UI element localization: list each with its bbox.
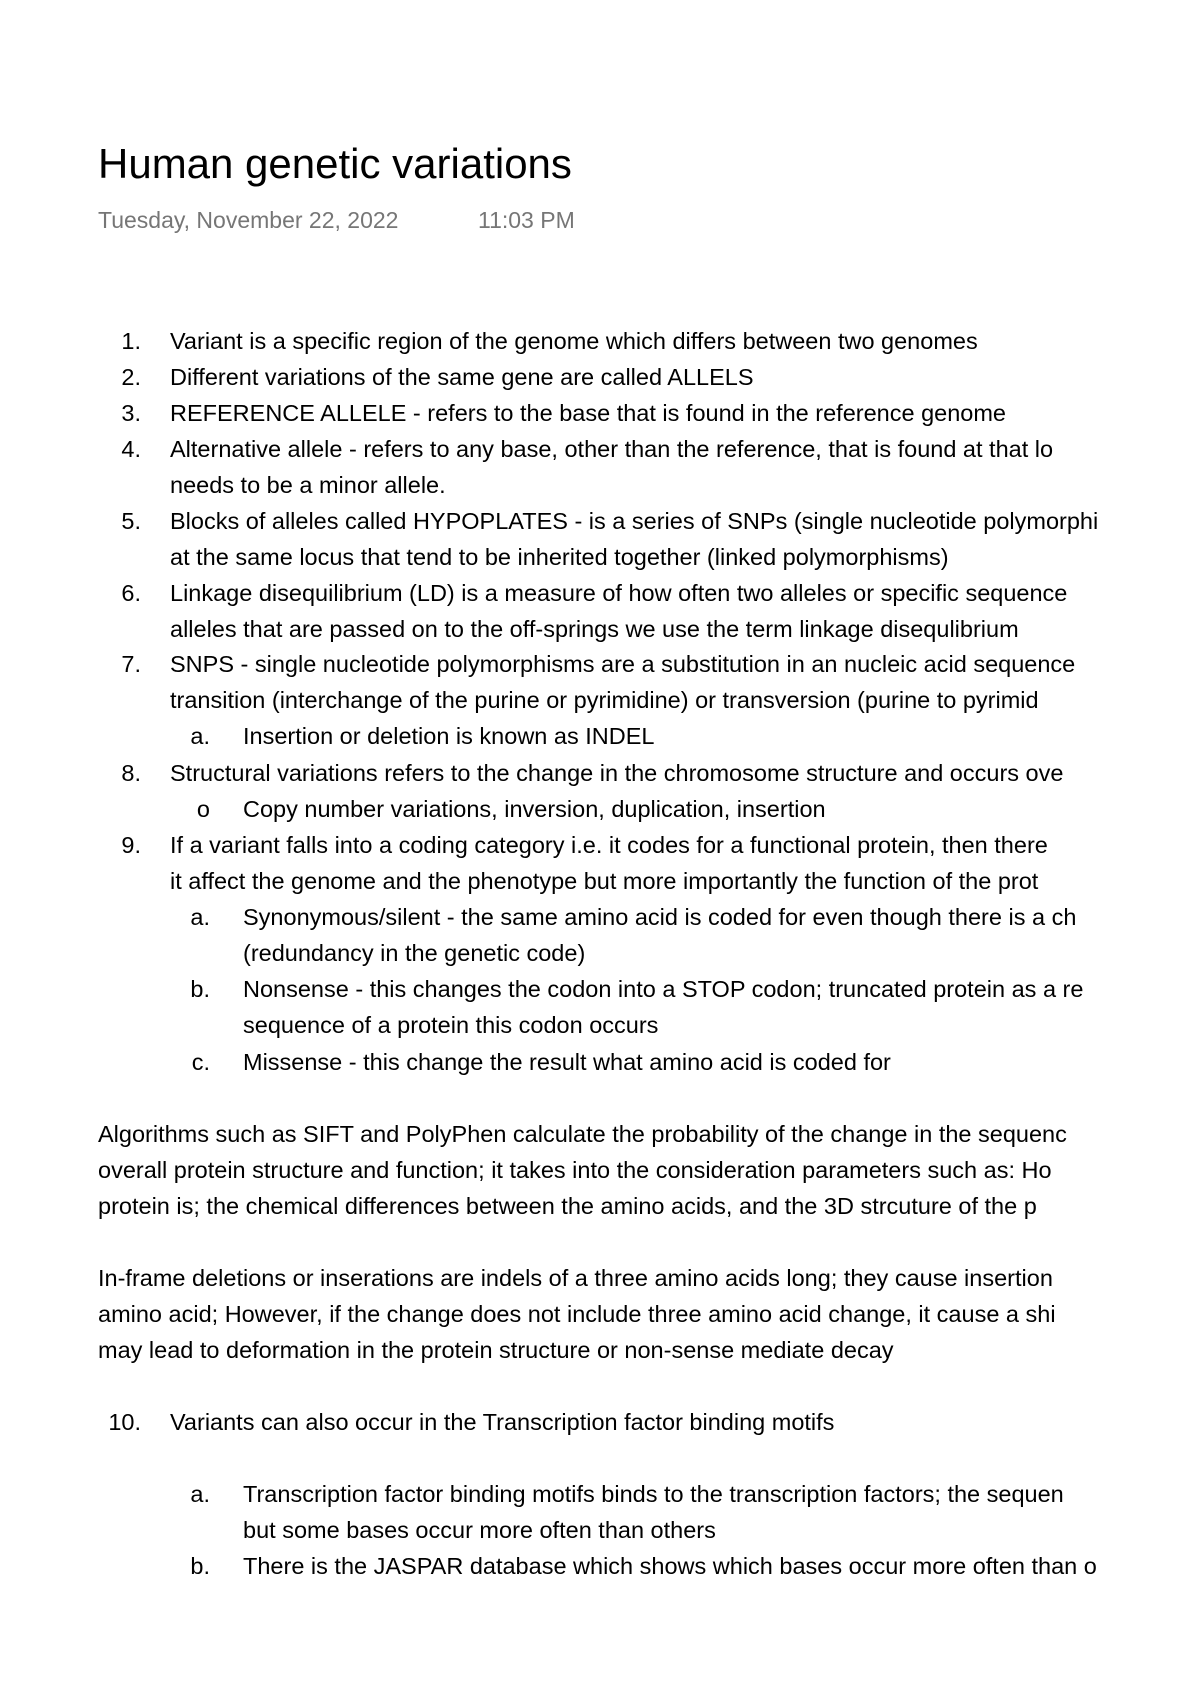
line-text: Linkage disequilibrium (LD) is a measure of how often two alleles or specific sequence	[170, 580, 1068, 606]
list-item-continuation	[0, 863, 1200, 899]
line-text: needs to be a minor allele.	[170, 472, 446, 498]
line-text: Structural variations refers to the change in the chromosome structure and occurs ove	[170, 760, 1064, 786]
line-text: Missense - this change the result what amino acid is coded for	[243, 1049, 891, 1075]
list-item	[0, 431, 1200, 467]
paragraph-line	[0, 1188, 1200, 1224]
list-marker: 7.	[121, 651, 141, 677]
list-marker: c.	[191, 1049, 210, 1075]
list-item	[0, 359, 1200, 395]
list-marker: a.	[190, 723, 210, 749]
list-item	[0, 827, 1200, 863]
line-text: Copy number variations, inversion, duplication, insertion	[243, 796, 826, 822]
list-marker: 6.	[121, 580, 141, 606]
list-item	[0, 323, 1200, 359]
list-item	[0, 503, 1200, 539]
list-marker: a.	[190, 904, 210, 930]
sub-list-item	[0, 971, 1200, 1007]
list-item-continuation	[0, 539, 1200, 575]
line-text: amino acid; However, if the change does not include three amino acid change, it cause a shi	[98, 1301, 1056, 1327]
line-text: REFERENCE ALLELE - refers to the base that is found in the reference genome	[170, 400, 1007, 426]
line-text: sequence of a protein this codon occurs	[243, 1012, 659, 1038]
page-title: Human genetic variations	[98, 140, 572, 187]
paragraph-line	[0, 1296, 1200, 1332]
line-text: it affect the genome and the phenotype but more importantly the function of the prot	[170, 868, 1039, 894]
list-marker: 2.	[121, 364, 141, 390]
line-text: transition (interchange of the purine or pyrimidine) or transversion (purine to pyrimid	[170, 687, 1039, 713]
line-text: overall protein structure and function; it takes into the consideration parameters such as: Ho	[98, 1157, 1052, 1183]
paragraph-line	[0, 1152, 1200, 1188]
line-text: may lead to deformation in the protein structure or non-sense mediate decay	[98, 1337, 894, 1363]
line-text: protein is; the chemical differences between the amino acids, and the 3D strcuture of the p	[98, 1193, 1037, 1219]
sub-list-item	[0, 1548, 1200, 1584]
line-text: Algorithms such as SIFT and PolyPhen calculate the probability of the change in the sequenc	[98, 1121, 1067, 1147]
list-marker: b.	[190, 1553, 210, 1579]
line-text: Different variations of the same gene are called ALLELS	[170, 364, 754, 390]
list-item	[0, 575, 1200, 611]
line-text: Variant is a specific region of the genome which differs between two genomes	[170, 328, 978, 354]
paragraph-line	[0, 1116, 1200, 1152]
list-marker: 4.	[121, 436, 141, 462]
line-text: at the same locus that tend to be inherited together (linked polymorphisms)	[170, 544, 949, 570]
note-date: Tuesday, November 22, 2022	[98, 207, 399, 233]
list-item	[0, 1404, 1200, 1440]
line-text: In-frame deletions or inserations are indels of a three amino acids long; they cause insertion	[98, 1265, 1053, 1291]
bullet-marker: o	[196, 796, 210, 822]
paragraph-line	[0, 1332, 1200, 1368]
line-text: Nonsense - this changes the codon into a STOP codon; truncated protein as a re	[243, 976, 1084, 1002]
line-text: Blocks of alleles called HYPOPLATES - is a series of SNPs (single nucleotide polymorphi	[170, 508, 1099, 534]
sub-list-item-continuation	[0, 935, 1200, 971]
list-marker: 5.	[121, 508, 141, 534]
sub-list-item	[0, 791, 1200, 827]
line-text: (redundancy in the genetic code)	[243, 940, 586, 966]
list-item-continuation	[0, 682, 1200, 718]
sub-list-item-continuation	[0, 1512, 1200, 1548]
list-item	[0, 395, 1200, 431]
sub-list-item	[0, 1044, 1200, 1080]
line-text: alleles that are passed on to the off-springs we use the term linkage disequlibrium	[170, 616, 1019, 642]
list-marker: 10.	[108, 1409, 141, 1435]
list-item-continuation	[0, 467, 1200, 503]
paragraph-line	[0, 1260, 1200, 1296]
sub-list-item	[0, 718, 1200, 754]
line-text: but some bases occur more often than others	[243, 1517, 716, 1543]
list-item-continuation	[0, 611, 1200, 647]
line-text: Variants can also occur in the Transcription factor binding motifs	[170, 1409, 835, 1435]
list-marker: 8.	[121, 760, 141, 786]
sub-list-item	[0, 899, 1200, 935]
line-text: There is the JASPAR database which shows which bases occur more often than o	[243, 1553, 1097, 1579]
line-text: Transcription factor binding motifs binds to the transcription factors; the sequen	[243, 1481, 1064, 1507]
list-marker: a.	[190, 1481, 210, 1507]
list-marker: 3.	[121, 400, 141, 426]
note-time: 11:03 PM	[478, 207, 575, 233]
list-marker: b.	[190, 976, 210, 1002]
line-text: SNPS - single nucleotide polymorphisms are a substitution in an nucleic acid sequence	[170, 651, 1076, 677]
list-item	[0, 646, 1200, 682]
note-timestamp	[98, 204, 575, 236]
list-item	[0, 755, 1200, 791]
line-text: Synonymous/silent - the same amino acid is coded for even though there is a ch	[243, 904, 1077, 930]
line-text: Alternative allele - refers to any base, other than the reference, that is found at that lo	[170, 436, 1054, 462]
line-text: If a variant falls into a coding category i.e. it codes for a functional protein, then there	[170, 832, 1048, 858]
sub-list-item	[0, 1476, 1200, 1512]
list-marker: 1.	[121, 328, 141, 354]
sub-list-item-continuation	[0, 1007, 1200, 1043]
line-text: Insertion or deletion is known as INDEL	[243, 723, 655, 749]
list-marker: 9.	[121, 832, 141, 858]
